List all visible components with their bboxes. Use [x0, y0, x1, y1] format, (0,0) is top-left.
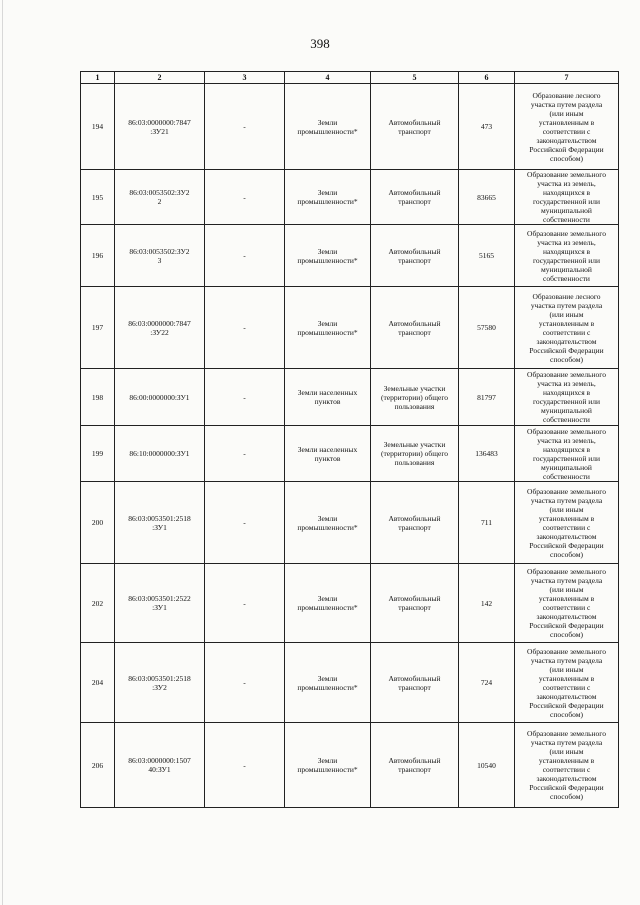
row-number: 198	[81, 369, 115, 426]
permitted-use: Земельные участки (территории) общего пользования	[371, 369, 459, 426]
col-header-4: 4	[285, 72, 371, 84]
table-row	[81, 84, 619, 170]
formation-method: Образование земельного участка из земель, находящихся в государственной или муниципальной собственности	[515, 426, 619, 482]
column-3-value: -	[205, 369, 285, 426]
area-value: 473	[459, 84, 515, 170]
page-number: 398	[310, 36, 330, 51]
col-header-7: 7	[515, 72, 619, 84]
permitted-use: Земельные участки (территории) общего пользования	[371, 426, 459, 482]
col-header-2: 2	[115, 72, 205, 84]
land-plots-table	[80, 71, 619, 808]
col-header-5: 5	[371, 72, 459, 84]
table-row	[81, 170, 619, 225]
row-number: 206	[81, 723, 115, 808]
column-3-value: -	[205, 426, 285, 482]
land-category: Земли населенных пунктов	[285, 369, 371, 426]
cadastral-number: 86:03:0000000:1507 40:ЗУ1	[115, 723, 205, 808]
permitted-use: Автомобильный транспорт	[371, 643, 459, 723]
row-number: 202	[81, 564, 115, 643]
cadastral-number: 86:03:0053502:ЗУ2 2	[115, 170, 205, 225]
cadastral-number: 86:03:0000000:7847 :ЗУ22	[115, 287, 205, 369]
column-3-value: -	[205, 564, 285, 643]
column-3-value: -	[205, 482, 285, 564]
cadastral-number: 86:03:0053501:2518 :ЗУ2	[115, 643, 205, 723]
col-header-1: 1	[81, 72, 115, 84]
formation-method: Образование земельного участка из земель, находящихся в государственной или муниципальной собственности	[515, 170, 619, 225]
table-row	[81, 225, 619, 287]
land-category: Земли промышленности*	[285, 84, 371, 170]
area-value: 81797	[459, 369, 515, 426]
land-category: Земли населенных пунктов	[285, 426, 371, 482]
area-value: 724	[459, 643, 515, 723]
cadastral-number: 86:00:0000000:ЗУ1	[115, 369, 205, 426]
table-row	[81, 369, 619, 426]
col-header-6: 6	[459, 72, 515, 84]
column-3-value: -	[205, 84, 285, 170]
table-row	[81, 643, 619, 723]
land-category: Земли промышленности*	[285, 287, 371, 369]
row-number: 197	[81, 287, 115, 369]
land-category: Земли промышленности*	[285, 723, 371, 808]
row-number: 196	[81, 225, 115, 287]
table-row	[81, 287, 619, 369]
row-number: 199	[81, 426, 115, 482]
table-row	[81, 723, 619, 808]
formation-method: Образование земельного участка путем раздела (или иным установленным в соответствии с законодательством Российской Федерации способом)	[515, 643, 619, 723]
permitted-use: Автомобильный транспорт	[371, 723, 459, 808]
permitted-use: Автомобильный транспорт	[371, 482, 459, 564]
table-row	[81, 564, 619, 643]
formation-method: Образование земельного участка путем раздела (или иным установленным в соответствии с законодательством Российской Федерации способом)	[515, 723, 619, 808]
row-number: 204	[81, 643, 115, 723]
column-3-value: -	[205, 170, 285, 225]
cadastral-number: 86:03:0000000:7847 :ЗУ21	[115, 84, 205, 170]
area-value: 10540	[459, 723, 515, 808]
permitted-use: Автомобильный транспорт	[371, 170, 459, 225]
cadastral-number: 86:10:0000000:ЗУ1	[115, 426, 205, 482]
area-value: 57580	[459, 287, 515, 369]
area-value: 83665	[459, 170, 515, 225]
row-number: 200	[81, 482, 115, 564]
formation-method: Образование земельного участка путем раздела (или иным установленным в соответствии с законодательством Российской Федерации способом)	[515, 564, 619, 643]
formation-method: Образование лесного участка путем раздела (или иным установленным в соответствии с законодательством Российской Федерации способом)	[515, 287, 619, 369]
permitted-use: Автомобильный транспорт	[371, 84, 459, 170]
row-number: 195	[81, 170, 115, 225]
table-body	[81, 84, 619, 808]
area-value: 142	[459, 564, 515, 643]
area-value: 136483	[459, 426, 515, 482]
column-3-value: -	[205, 287, 285, 369]
permitted-use: Автомобильный транспорт	[371, 225, 459, 287]
formation-method: Образование земельного участка из земель, находящихся в государственной или муниципальной собственности	[515, 225, 619, 287]
land-category: Земли промышленности*	[285, 643, 371, 723]
table-row	[81, 426, 619, 482]
column-3-value: -	[205, 723, 285, 808]
table-row	[81, 482, 619, 564]
formation-method: Образование лесного участка путем раздела (или иным установленным в соответствии с законодательством Российской Федерации способом)	[515, 84, 619, 170]
page-margin-line	[2, 0, 3, 905]
permitted-use: Автомобильный транспорт	[371, 287, 459, 369]
cadastral-number: 86:03:0053502:ЗУ2 3	[115, 225, 205, 287]
cadastral-number: 86:03:0053501:2522 :ЗУ1	[115, 564, 205, 643]
column-3-value: -	[205, 225, 285, 287]
area-value: 711	[459, 482, 515, 564]
header-row	[81, 72, 619, 84]
formation-method: Образование земельного участка путем раздела (или иным установленным в соответствии с законодательством Российской Федерации способом)	[515, 482, 619, 564]
permitted-use: Автомобильный транспорт	[371, 564, 459, 643]
formation-method: Образование земельного участка из земель, находящихся в государственной или муниципальной собственности	[515, 369, 619, 426]
area-value: 5165	[459, 225, 515, 287]
column-3-value: -	[205, 643, 285, 723]
row-number: 194	[81, 84, 115, 170]
land-category: Земли промышленности*	[285, 482, 371, 564]
col-header-3: 3	[205, 72, 285, 84]
land-category: Земли промышленности*	[285, 564, 371, 643]
land-category: Земли промышленности*	[285, 170, 371, 225]
cadastral-number: 86:03:0053501:2518 :ЗУ1	[115, 482, 205, 564]
land-category: Земли промышленности*	[285, 225, 371, 287]
